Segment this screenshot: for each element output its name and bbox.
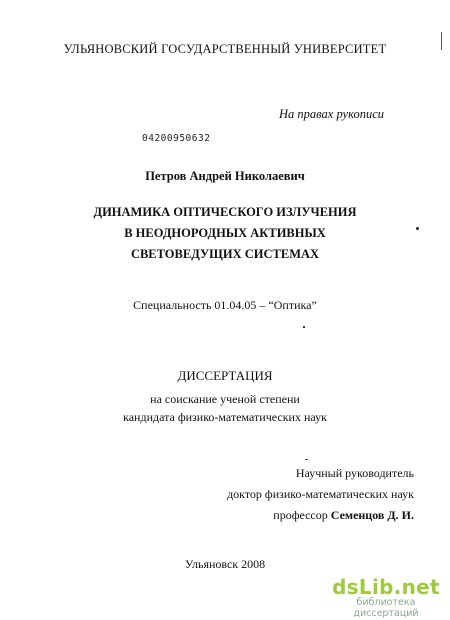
title-line-3: СВЕТОВЕДУЩИХ СИСТЕМАХ (130, 247, 320, 261)
university-heading: УЛЬЯНОВСКИЙ ГОСУДАРСТВЕННЫЙ УНИВЕРСИТЕТ (63, 42, 387, 56)
manuscript-rights-note: На правах рукописи (279, 107, 384, 121)
document-code: 04200950632 (142, 133, 211, 144)
degree-line-2: кандидата физико-математических наук (123, 410, 327, 424)
supervisor-name: Семенцов Д. И. (330, 508, 414, 522)
title-line-2: В НЕОДНОРОДНЫХ АКТИВНЫХ (124, 226, 326, 240)
watermark-logo: dsLib.net (332, 575, 440, 599)
specialty-line: Специальность 01.04.05 – “Оптика” (133, 298, 317, 312)
scan-speck (305, 459, 308, 460)
margin-mark (441, 32, 442, 50)
supervisor-rank: профессор (273, 508, 328, 522)
degree-line-1: на соискание ученой степени (150, 392, 300, 406)
scan-speck (416, 227, 419, 230)
watermark-subtitle: библиотека диссертаций (353, 597, 419, 619)
dissertation-label: ДИССЕРТАЦИЯ (177, 368, 273, 383)
dissertation-title (0, 202, 450, 265)
supervisor-rank-name (273, 508, 414, 523)
supervisor-role: Научный руководитель (295, 466, 414, 480)
city-year: Ульяновск 2008 (184, 557, 266, 571)
watermark[interactable] (325, 575, 447, 619)
scan-speck (303, 326, 305, 328)
title-line-1: ДИНАМИКА ОПТИЧЕСКОГО ИЗЛУЧЕНИЯ (93, 205, 357, 219)
author-name: Петров Андрей Николаевич (145, 169, 305, 183)
supervisor-degree: доктор физико-математических наук (227, 487, 414, 501)
